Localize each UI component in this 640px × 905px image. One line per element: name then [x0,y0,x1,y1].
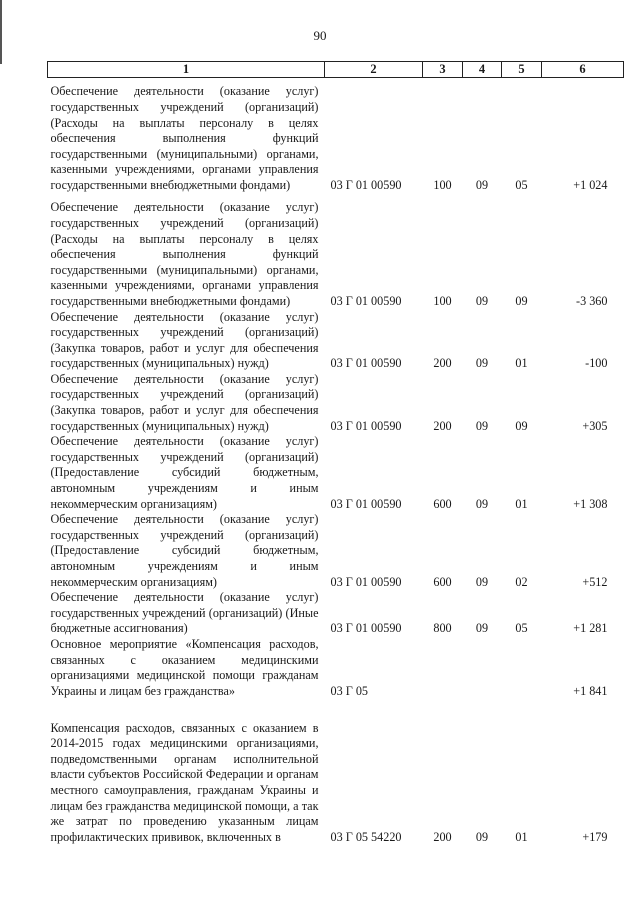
row-code: 03 Г 05 [330,683,369,698]
row-col5: 05 [515,621,528,636]
row-col5: 09 [515,293,528,308]
table-row [48,434,624,512]
row-col5: 02 [515,574,528,589]
row-amount: +1 024 [573,177,608,192]
row-description: Основное мероприятие «Компенсация расходов, связанных с оказанием медицинскими организациями медицинской помощи гражданам Украины и лицам без гражданства» [50,636,319,698]
row-col3: 600 [433,496,452,511]
row-col4: 09 [475,829,489,844]
header-col-2: 2 [325,62,423,78]
row-col5: 01 [515,356,528,371]
row-code: 03 Г 05 54220 [330,829,402,844]
table-row [48,372,624,434]
row-col3: 200 [433,356,452,371]
table-row [48,699,624,845]
row-col3: 100 [433,293,452,308]
header-col-1: 1 [48,62,325,78]
row-col4: 09 [475,621,489,636]
row-col5: 01 [515,829,528,844]
row-col3: 800 [433,621,452,636]
table-row [48,78,624,194]
row-col3: 600 [433,574,452,589]
header-col-4: 4 [463,62,502,78]
row-col4: 09 [475,177,489,192]
row-amount: -3 360 [576,293,608,308]
row-col5: 01 [515,496,528,511]
header-col-3: 3 [423,62,463,78]
row-col4: 09 [475,418,489,433]
row-description: Обеспечение деятельности (оказание услуг) государственных учреждений (организаций) (Предоставление субсидий бюджетным, автономным учреждениям и иным некоммерческим организациям) [50,512,319,589]
row-col3: 200 [433,829,452,844]
row-code: 03 Г 01 00590 [330,621,402,636]
row-description: Компенсация расходов, связанных с оказанием в 2014-2015 годах медицинскими организациями, подведомственными органам исполнительной власти субъектов Российской Федерации и органам местного самоуправления, гражданам Украины и лицам без гражданства медицинской помощи, а так же затрат по проведению указанным лицам профилактических прививок, включенных в [50,720,319,844]
table-row [48,512,624,590]
row-amount: +1 308 [573,496,608,511]
row-code: 03 Г 01 00590 [330,177,402,192]
table-row [48,194,624,310]
table-row [48,310,624,372]
row-col4: 09 [475,293,489,308]
row-col5: 09 [515,418,528,433]
row-amount: +1 281 [573,621,608,636]
row-amount: +1 841 [573,683,608,698]
row-col3: 200 [433,418,452,433]
row-col3 [423,637,463,699]
row-description: Обеспечение деятельности (оказание услуг) государственных учреждений (организаций) (Закупка товаров, работ и услуг для обеспечения государственных (муниципальных) нужд) [50,309,319,371]
row-col5: 05 [515,177,528,192]
row-code: 03 Г 01 00590 [330,356,402,371]
row-description: Обеспечение деятельности (оказание услуг) государственных учреждений (организаций) (Расходы на выплаты персоналу в целях обеспечения выполнения функций государственными (муниципальными) органами, казенными учреждениями, органами управления государственными внебюджетными фондами) [50,200,319,308]
row-col4: 09 [475,496,489,511]
row-amount: +179 [582,829,608,844]
table-row [48,637,624,699]
row-code: 03 Г 01 00590 [330,496,402,511]
row-col3: 100 [433,177,452,192]
table-body [48,78,624,846]
table-row [48,590,624,637]
budget-table [47,61,624,845]
row-col4: 09 [475,574,489,589]
header-col-6: 6 [542,62,624,78]
row-col5 [502,637,542,699]
page-number: 90 [313,28,327,43]
row-description: Обеспечение деятельности (оказание услуг) государственных учреждений (организаций) (Предоставление субсидий бюджетным, автономным учреждениям и иным некоммерческим организациям) [50,434,319,511]
row-description: Обеспечение деятельности (оказание услуг) государственных учреждений (организаций) (Закупка товаров, работ и услуг для обеспечения государственных (муниципальных) нужд) [50,371,319,433]
row-col4 [463,637,502,699]
row-code: 03 Г 01 00590 [330,293,402,308]
header-row [48,62,624,78]
row-amount: +305 [582,418,608,433]
header-col-5: 5 [502,62,542,78]
row-code: 03 Г 01 00590 [330,418,402,433]
row-col4: 09 [475,356,489,371]
row-amount: -100 [585,356,608,371]
row-amount: +512 [582,574,608,589]
row-description: Обеспечение деятельности (оказание услуг) государственных учреждений (организаций) (Расходы на выплаты персоналу в целях обеспечения выполнения функций государственными (муниципальными) органами, казенными учреждениями, органами управления государственными внебюджетными фондами) [50,84,319,192]
row-code: 03 Г 01 00590 [330,574,402,589]
row-description: Обеспечение деятельности (оказание услуг) государственных учреждений (организаций) (Иные бюджетные ассигнования) [50,590,319,636]
